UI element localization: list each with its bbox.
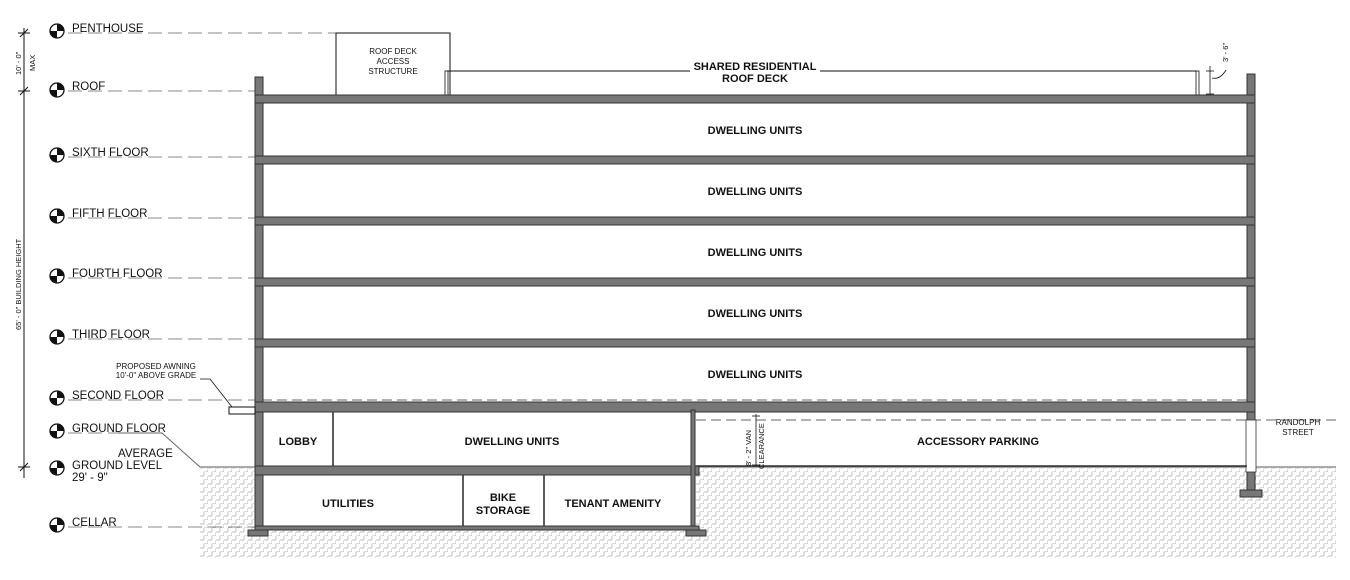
level-marker-icon: [50, 391, 64, 405]
level-marker-icons: [50, 24, 64, 532]
awning-note-1: PROPOSED AWNING: [116, 362, 196, 371]
level-marker-icon: [50, 518, 64, 532]
parapet-dimension: 3' - 6": [1221, 42, 1230, 62]
level-label-fourth-floor: FOURTH FLOOR: [72, 268, 163, 280]
room-label-fourth-floor: DWELLING UNITS: [707, 247, 803, 259]
penthouse-max-dimension-1: 10' - 0": [14, 51, 23, 75]
parapet-dimension-line: [1206, 66, 1226, 98]
level-marker-icon: [50, 83, 64, 97]
level-marker-icon: [50, 269, 64, 283]
level-label-average-2: GROUND LEVEL: [72, 460, 163, 472]
roof-access-label-1: ROOF DECK: [369, 47, 417, 56]
proposed-awning: [229, 407, 255, 414]
garage-door-opening: [1246, 420, 1256, 472]
level-marker-icon: [50, 330, 64, 344]
level-label-sixth-floor: SIXTH FLOOR: [72, 147, 149, 159]
van-clearance-label-1: 8' - 2" VAN: [744, 429, 753, 466]
awning-note-2: 10'-0" ABOVE GRADE: [115, 371, 197, 380]
room-label-lobby: LOBBY: [278, 436, 318, 448]
level-marker-icon: [50, 209, 64, 223]
building-height-dimension: 65' - 0" BUILDING HEIGHT: [14, 238, 23, 330]
level-marker-icon: [50, 424, 64, 438]
room-label-third-floor: DWELLING UNITS: [707, 308, 803, 320]
level-label-average-1: AVERAGE: [118, 448, 173, 460]
level-marker-icon: [50, 461, 64, 475]
roof-access-label-2: ACCESS: [376, 57, 410, 66]
room-label-second-floor: DWELLING UNITS: [707, 369, 803, 381]
room-label-sixth-floor: DWELLING UNITS: [707, 125, 803, 137]
level-marker-icon: [50, 24, 64, 38]
room-label-bike-storage-2: STORAGE: [475, 505, 531, 517]
roof-deck-railing: [445, 71, 1199, 95]
room-label-utilities: UTILITIES: [322, 498, 374, 510]
roof-deck-label-2: ROOF DECK: [722, 73, 788, 85]
awning-leader-line: [200, 379, 232, 407]
earth-hatch: [200, 468, 1336, 558]
level-label-third-floor: THIRD FLOOR: [72, 329, 150, 341]
level-label-ground-floor: GROUND FLOOR: [72, 423, 166, 435]
level-label-penthouse: PENTHOUSE: [72, 23, 144, 35]
street-label-1: RANDOLPH: [1275, 418, 1321, 427]
room-label-bike-storage-1: BIKE: [489, 492, 517, 504]
level-label-cellar: CELLAR: [72, 517, 117, 529]
roof-deck-label-1: SHARED RESIDENTIAL: [693, 61, 817, 73]
room-label-accessory-parking: ACCESSORY PARKING: [916, 436, 1040, 448]
room-label-fifth-floor: DWELLING UNITS: [707, 186, 803, 198]
penthouse-max-dimension-2: MAX: [28, 54, 37, 71]
street-label-2: STREET: [1282, 428, 1314, 437]
room-label-ground-dwelling: DWELLING UNITS: [464, 436, 560, 448]
level-marker-icon: [50, 148, 64, 162]
level-label-second-floor: SECOND FLOOR: [72, 390, 165, 402]
van-clearance-label-2: CLEARANCE: [757, 423, 766, 469]
room-label-tenant-amenity: TENANT AMENITY: [564, 498, 662, 510]
level-label-roof: ROOF: [72, 81, 106, 93]
roof-access-label-3: STRUCTURE: [368, 67, 418, 76]
level-label-fifth-floor: FIFTH FLOOR: [72, 208, 148, 220]
level-label-average-3: 29' - 9": [72, 472, 108, 484]
